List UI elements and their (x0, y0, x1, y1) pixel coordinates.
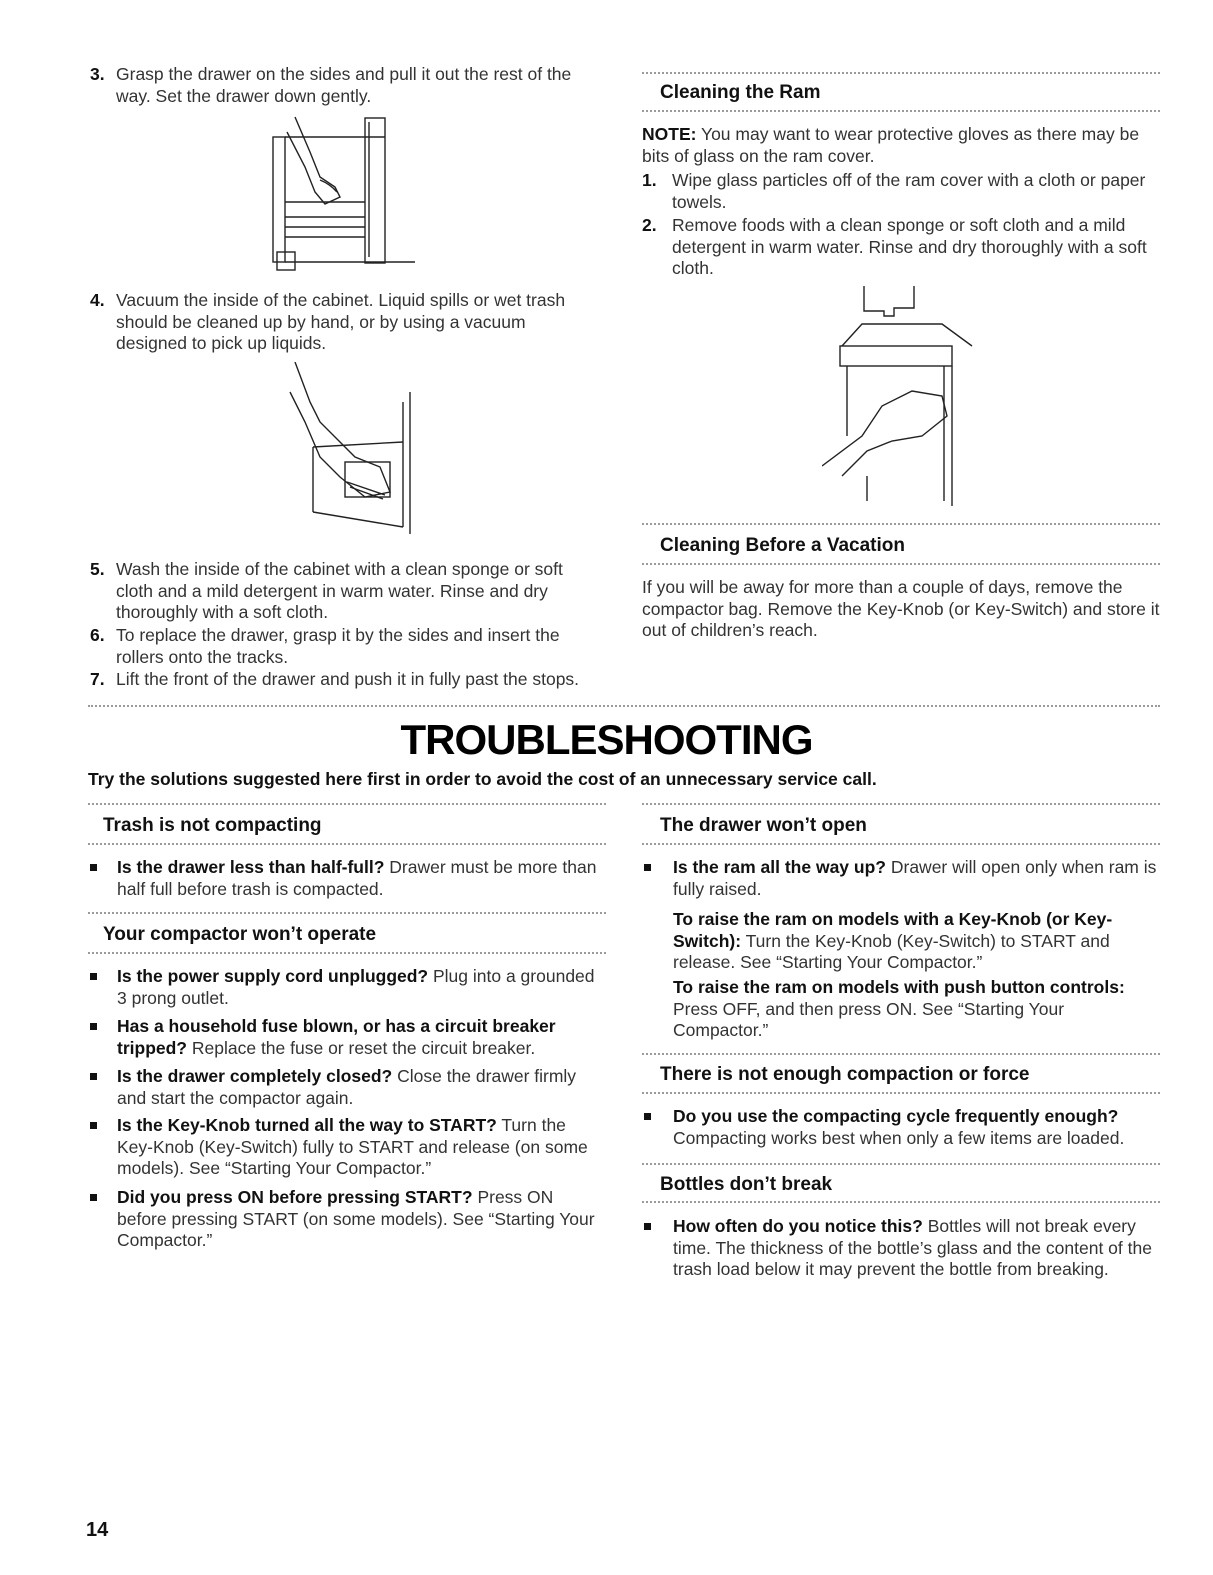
bullet-icon (90, 1023, 97, 1030)
section-divider (642, 803, 1160, 805)
step-7 (90, 669, 610, 691)
step-6 (90, 625, 600, 668)
question: Has a household fuse blown, or has a circuit breaker tripped? (117, 1016, 556, 1058)
ram-note (642, 124, 1162, 167)
section-divider (88, 803, 606, 805)
bullet-icon (90, 864, 97, 871)
answer: Plug into a grounded 3 prong outlet. (117, 966, 595, 1008)
bullet-icon (90, 1073, 97, 1080)
drawer-removal-illustration (265, 112, 425, 274)
answer: Drawer will open only when ram is fully raised. (673, 857, 1157, 899)
trash-not-compacting-heading: Trash is not compacting (103, 815, 322, 836)
step-number: 7. (90, 669, 105, 689)
step-number: 6. (90, 625, 105, 645)
sub-text: Turn the Key-Knob (Key-Switch) to START and release. See “Starting Your Compactor.” (673, 930, 1110, 972)
operate-item-2 (90, 1016, 605, 1059)
vacation-heading: Cleaning Before a Vacation (660, 535, 905, 556)
section-divider (642, 110, 1160, 112)
ram-cleaning-illustration (822, 286, 982, 508)
question: Did you press ON before pressing START? (117, 1187, 473, 1207)
bullet-icon (644, 1223, 651, 1230)
step-number: 5. (90, 559, 105, 579)
step-number: 4. (90, 290, 105, 310)
operate-item-5 (90, 1187, 605, 1252)
sub-label: To raise the ram on models with push button controls: (673, 977, 1125, 997)
section-divider (642, 843, 1160, 845)
section-divider (642, 1053, 1160, 1055)
step-text: To replace the drawer, grasp it by the sides and insert the rollers onto the tracks. (116, 625, 560, 667)
answer: Replace the fuse or reset the circuit breaker. (191, 1037, 536, 1058)
troubleshooting-title: TROUBLESHOOTING (400, 716, 813, 763)
step-text: Grasp the drawer on the sides and pull it out the rest of the way. Set the drawer down gently. (116, 64, 572, 106)
cleaning-ram-heading: Cleaning the Ram (660, 82, 821, 103)
answer: Turn the Key-Knob (Key-Switch) fully to START and release (on some models). See “Starting Your Compactor.” (117, 1115, 588, 1178)
troubleshooting-intro: Try the solutions suggested here first in order to avoid the cost of an unnecessary service call. (88, 769, 877, 789)
question: Is the Key-Knob turned all the way to START? (117, 1115, 497, 1135)
step-number: 1. (642, 170, 657, 190)
bullet-icon (90, 1122, 97, 1129)
sub-text: Press OFF, and then press ON. See “Starting Your Compactor.” (673, 998, 1065, 1040)
note-label: NOTE: (642, 124, 697, 144)
step-4 (90, 290, 600, 355)
step-3 (90, 64, 600, 107)
step-number: 3. (90, 64, 105, 84)
step-text: Wash the inside of the cabinet with a clean sponge or soft cloth and a mild detergent in warm water. Rinse and dry thoroughly with a soft cloth. (116, 559, 563, 622)
wont-operate-heading: Your compactor won’t operate (103, 924, 377, 945)
section-divider (88, 843, 606, 845)
drawer-item-1 (644, 857, 1160, 900)
trash-item-1 (90, 857, 605, 900)
step-5 (90, 559, 600, 624)
section-divider (642, 563, 1160, 565)
answer: Close the drawer firmly and start the compactor again. (117, 1066, 577, 1108)
ram-step-2 (642, 215, 1162, 280)
bottles-heading: Bottles don’t break (660, 1174, 833, 1195)
vacuum-cabinet-illustration (285, 362, 420, 537)
section-divider (88, 952, 606, 954)
bottles-item-1 (644, 1216, 1160, 1281)
drawer-sub-1 (673, 909, 1155, 974)
section-divider (642, 1163, 1160, 1165)
drawer-wont-open-heading: The drawer won’t open (660, 815, 867, 836)
question: Is the power supply cord unplugged? (117, 966, 429, 986)
note-text: You may want to wear protective gloves as there may be bits of glass on the ram cover. (642, 124, 1140, 166)
section-divider (642, 1092, 1160, 1094)
drawer-sub-2 (673, 977, 1155, 1042)
operate-item-1 (90, 966, 605, 1009)
question: Is the drawer completely closed? (117, 1066, 393, 1086)
sub-label: To raise the ram on models with a Key-Knob (or Key-Switch): (673, 909, 1113, 951)
step-text: Lift the front of the drawer and push it in fully past the stops. (116, 669, 580, 689)
question: Do you use the compacting cycle frequently enough? (673, 1106, 1119, 1126)
step-number: 2. (642, 215, 657, 235)
question: How often do you notice this? (673, 1216, 923, 1236)
question: Is the drawer less than half-full? (117, 857, 385, 877)
section-divider (642, 72, 1160, 74)
bullet-icon (90, 973, 97, 980)
answer: Press ON before pressing START (on some models). See “Starting Your Compactor.” (117, 1187, 595, 1250)
step-text: Remove foods with a clean sponge or soft cloth and a mild detergent in warm water. Rinse and dry thoroughly with a soft cloth. (672, 215, 1147, 278)
page-number: 14 (86, 1519, 109, 1541)
step-text: Wipe glass particles off of the ram cover with a cloth or paper towels. (672, 170, 1146, 212)
bullet-icon (644, 1113, 651, 1120)
section-divider (88, 705, 1160, 707)
section-divider (642, 523, 1160, 525)
operate-item-3 (90, 1066, 605, 1109)
compaction-item-1 (644, 1106, 1160, 1149)
operate-item-4 (90, 1115, 605, 1180)
vacation-text: If you will be away for more than a couple of days, remove the compactor bag. Remove the Key-Knob (or Key-Switch) and store it out of children’s reach. (642, 577, 1160, 640)
question: Is the ram all the way up? (673, 857, 886, 877)
section-divider (642, 1201, 1160, 1203)
bullet-icon (644, 864, 651, 871)
section-divider (88, 912, 606, 914)
ram-step-1 (642, 170, 1162, 213)
step-text: Vacuum the inside of the cabinet. Liquid spills or wet trash should be cleaned up by hand, or by using a vacuum designed to pick up liquids. (116, 290, 566, 353)
not-enough-compaction-heading: There is not enough compaction or force (660, 1064, 1030, 1085)
bullet-icon (90, 1194, 97, 1201)
answer: Bottles will not break every time. The thickness of the bottle’s glass and the content of the trash load below it may prevent the bottle from breaking. (673, 1216, 1152, 1279)
answer: Compacting works best when only a few items are loaded. (673, 1127, 1125, 1148)
answer: Drawer must be more than half full before trash is compacted. (117, 857, 597, 899)
